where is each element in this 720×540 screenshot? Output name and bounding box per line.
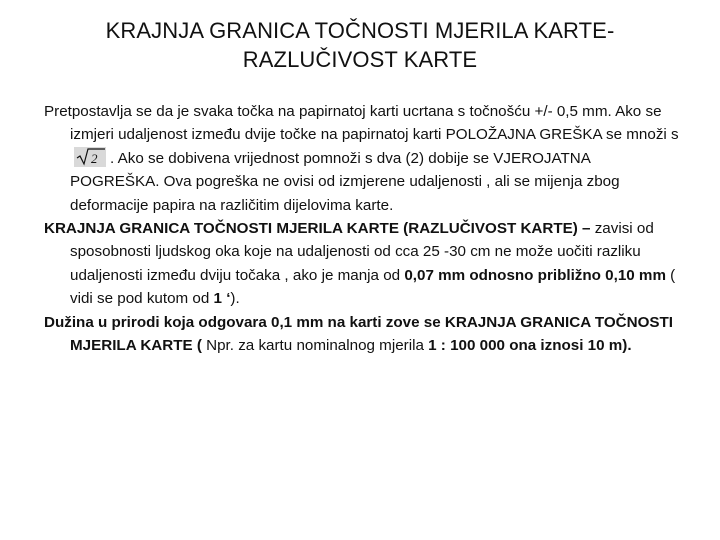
highlight-value: 0,07 mm odnosno približno 0,10 mm [404, 266, 666, 284]
svg-text:2: 2 [91, 150, 98, 166]
highlight-value: 1 ‘ [213, 290, 231, 308]
paragraph-text: ). [230, 290, 240, 308]
slide-title: KRAJNJA GRANICA TOČNOSTI MJERILA KARTE- RAZLUČIVOST KARTE [105, 18, 615, 72]
paragraph-text: Pretpostavlja se da je svaka točka na papirnatoj karti ucrtana s točnošću +/- 0,5 mm. Ako se izmjeri udaljenost između dvije točke na papirnatoj karti POLOŽAJNA GREŠKA se množi s [44, 103, 679, 144]
definition-text: Dužina u prirodi koja odgovara 0,1 mm na karti zove se KRAJNJA GRANICA TOČNOSTI MJERILA KARTE ( [44, 313, 674, 355]
paragraph-text: ( vidi se pod kutom od [70, 266, 676, 308]
paragraph-positional-error [44, 100, 680, 217]
paragraph-text: zavisi od sposobnosti ljudskog oka koje na udaljenosti od cca 25 -30 cm ne može uočiti razliku udaljenosti između dviju točaka , ako je manja od [70, 220, 654, 284]
term-heading: KRAJNJA GRANICA TOČNOSTI MJERILA KARTE (RAZLUČIVOST KARTE) – [44, 220, 595, 238]
sqrt-two-formula-image [74, 147, 106, 167]
paragraph-text: Npr. za kartu nominalnog mjerila [201, 337, 429, 355]
sqrt-symbol-icon [74, 147, 106, 167]
paragraph-definition [44, 311, 680, 358]
highlight-value: 1 : 100 000 ona iznosi 10 m). [428, 337, 632, 355]
paragraph-text: . Ako se dobivena vrijednost pomnoži s dva (2) dobije se VJEROJATNA POGREŠKA. Ova pogreška ne ovisi od izmjerene udaljenosti , ali se mijenja zbog deformacije papira na različitim dijelovima karte. [70, 149, 620, 214]
paragraph-map-resolution [44, 217, 680, 311]
slide-body [44, 100, 680, 357]
